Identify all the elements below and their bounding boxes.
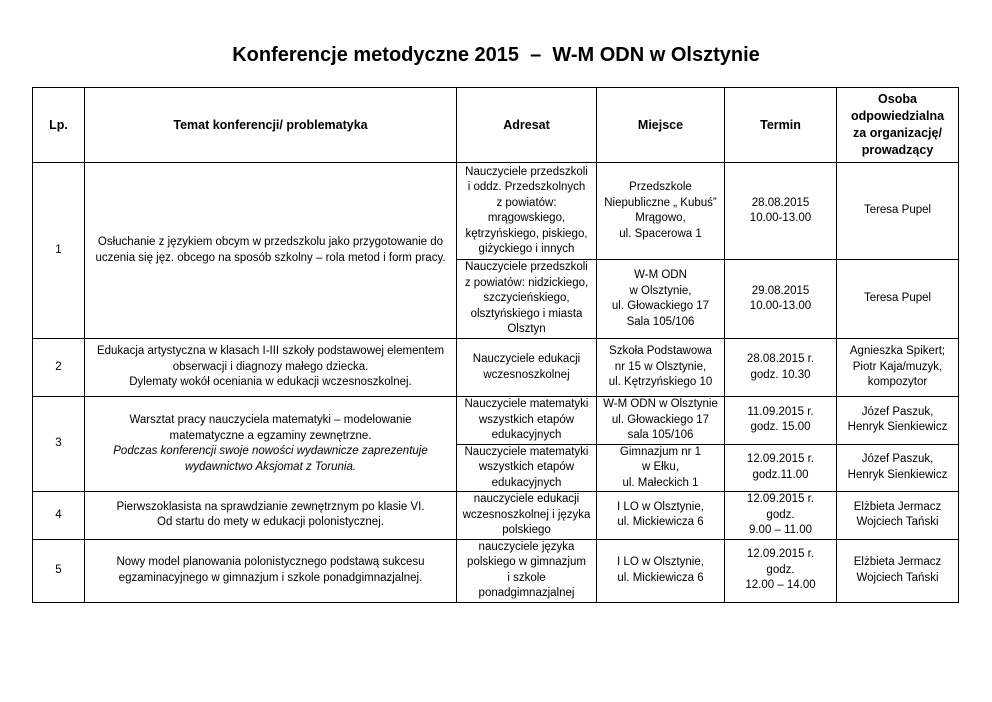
organizer-cell-line: Wojciech Tański xyxy=(856,516,939,529)
date-cell-line: 29.08.2015 xyxy=(751,284,810,297)
header-osoba-line: odpowiedzialna xyxy=(850,109,945,123)
venue-cell-line: ul. Głowackiego 17 xyxy=(611,300,710,312)
audience-cell-line: edukacyjnych xyxy=(491,429,562,441)
topic-cell xyxy=(85,339,457,397)
topic-note-line: Podczas konferencji swoje nowości wydawnicze zaprezentuje xyxy=(113,445,428,457)
header-temat: Temat konferencji/ problematyka xyxy=(85,88,457,163)
date-cell-line: 11.09.2015 r. xyxy=(747,405,814,418)
venue-cell-line: ul. Małeckich 1 xyxy=(622,476,699,489)
audience-cell-line: Nauczyciele przedszkoli xyxy=(465,261,588,274)
organizer-cell-line: Agnieszka Spikert; xyxy=(849,345,946,358)
organizer-cell-line: Teresa Pupel xyxy=(863,292,932,305)
date-cell-line: 12.09.2015 r. xyxy=(746,548,815,561)
organizer-cell xyxy=(837,444,959,492)
organizer-cell-line: Henryk Sienkiewicz xyxy=(847,421,948,434)
audience-cell-line: giżyckiego i innych xyxy=(478,243,575,255)
organizer-cell-line: Józef Paszuk, xyxy=(861,405,934,418)
date-cell xyxy=(725,163,837,260)
organizer-cell-line: Wojciech Tański xyxy=(856,571,939,584)
row-number: 5 xyxy=(33,539,85,602)
date-cell-line: godz. 15.00 xyxy=(750,421,811,434)
audience-cell-line: Nauczyciele matematyki xyxy=(464,445,589,458)
organizer-cell xyxy=(837,339,959,397)
organizer-cell-line: Elżbieta Jermacz xyxy=(853,500,942,513)
date-cell-line: 28.08.2015 r. xyxy=(746,353,815,365)
venue-cell-line: W-M ODN w Olsztynie xyxy=(603,398,718,410)
venue-cell-line: w Ełku, xyxy=(641,461,680,473)
date-cell xyxy=(725,397,837,445)
audience-cell-line: wczesnoszkolnej xyxy=(483,368,570,381)
audience-cell-line: Nauczyciele matematyki xyxy=(464,398,589,410)
organizer-cell-line: Teresa Pupel xyxy=(863,204,932,217)
audience-cell xyxy=(457,260,597,339)
date-cell-line: 12.09.2015 r. xyxy=(746,493,815,505)
venue-cell-line: w Olsztynie, xyxy=(629,284,692,297)
audience-cell-line: kętrzyńskiego, piskiego, xyxy=(465,227,588,240)
audience-cell xyxy=(457,539,597,602)
organizer-cell xyxy=(837,260,959,339)
venue-cell-line: Niepubliczne „ Kubuś” xyxy=(604,196,717,209)
audience-cell-line: olsztyńskiego i miasta xyxy=(470,307,583,320)
header-osoba-line: Osoba xyxy=(878,92,917,106)
audience-cell-line: Olsztyn xyxy=(507,323,546,336)
venue-cell xyxy=(597,339,725,397)
organizer-cell-line: Elżbieta Jermacz xyxy=(853,556,942,568)
audience-cell-line: mrągowskiego, xyxy=(487,212,566,224)
topic-cell xyxy=(85,163,457,339)
venue-cell-line: ul. Kętrzyńskiego 10 xyxy=(608,376,713,389)
venue-cell xyxy=(597,163,725,260)
audience-cell-line: z powiatów: xyxy=(496,196,557,209)
venue-cell xyxy=(597,444,725,492)
date-cell-line: godz. 10.30 xyxy=(750,368,811,381)
organizer-cell xyxy=(837,397,959,445)
audience-cell-line: polskiego w gimnazjum xyxy=(467,556,586,568)
date-cell-line: 12.00 – 14.00 xyxy=(745,579,816,592)
venue-cell-line: ul. Mickiewicza 6 xyxy=(617,571,704,584)
audience-cell-line: Nauczyciele edukacji xyxy=(472,353,581,365)
page-title: Konferencje metodyczne 2015 – W-M ODN w Olsztynie xyxy=(232,44,760,66)
topic-note-line: wydawnictwo Aksjomat z Torunia. xyxy=(184,460,357,473)
header-osoba-line: za organizację/ xyxy=(853,126,942,140)
table-row xyxy=(33,163,959,260)
audience-cell-line: Nauczyciele przedszkoli xyxy=(465,165,588,178)
date-cell-line: godz. xyxy=(766,563,795,576)
date-cell-line: godz.11.00 xyxy=(752,468,809,481)
topic-cell xyxy=(85,492,457,540)
row-number: 4 xyxy=(33,492,85,540)
venue-cell-line: nr 15 w Olsztynie, xyxy=(614,360,707,373)
venue-cell xyxy=(597,492,725,540)
venue-cell-line: I LO w Olsztynie, xyxy=(617,556,704,568)
venue-cell-line: Sala 105/106 xyxy=(626,315,695,328)
venue-cell-line: I LO w Olsztynie, xyxy=(617,500,704,513)
table-row xyxy=(33,539,959,602)
audience-cell-line: szczycieńskiego, xyxy=(483,292,570,305)
audience-cell-line: i oddz. Przedszkolnych xyxy=(467,181,586,193)
topic-cell-line: obserwacji i diagnozy małego dziecka. xyxy=(172,360,369,373)
topic-cell-line: Od startu do mety w edukacji polonistycznej. xyxy=(157,516,384,529)
venue-cell xyxy=(597,539,725,602)
audience-cell-line: wczesnoszkolnej i języka xyxy=(462,508,591,521)
date-cell xyxy=(725,339,837,397)
topic-cell-line: Warsztat pracy nauczyciela matematyki – modelowanie xyxy=(129,414,412,426)
topic-cell-line: Edukacja artystyczna w klasach I-III szkoły podstawowej elementem xyxy=(96,345,445,358)
audience-cell xyxy=(457,444,597,492)
topic-cell-line: Dylematy wokół oceniania w edukacji wczesnoszkolnej. xyxy=(129,376,412,389)
row-number: 1 xyxy=(33,163,85,339)
venue-cell xyxy=(597,397,725,445)
date-cell-line: 12.09.2015 r. xyxy=(746,453,815,466)
audience-cell-line: nauczyciele języka xyxy=(478,540,575,553)
header-miejsce: Miejsce xyxy=(597,88,725,163)
topic-cell xyxy=(85,397,457,492)
header-osoba xyxy=(837,88,959,163)
audience-cell-line: wszystkich etapów xyxy=(478,461,575,473)
audience-cell-line: nauczyciele edukacji xyxy=(473,493,580,505)
audience-cell-line: wszystkich etapów xyxy=(478,413,575,426)
topic-cell-line: egzaminacyjnego w gimnazjum i szkole ponadgimnazjalnej. xyxy=(118,571,423,584)
audience-cell xyxy=(457,397,597,445)
row-number: 2 xyxy=(33,339,85,397)
venue-cell-line: ul. Mickiewicza 6 xyxy=(617,516,704,529)
venue-cell-line: Mrągowo, xyxy=(635,212,686,224)
audience-cell xyxy=(457,492,597,540)
date-cell xyxy=(725,492,837,540)
topic-cell-line: Pierwszoklasista na sprawdzianie zewnętrznym po klasie VI. xyxy=(116,500,425,513)
header-lp: Lp. xyxy=(33,88,85,163)
organizer-cell-line: Henryk Sienkiewicz xyxy=(847,468,948,481)
topic-cell-line: Nowy model planowania polonistycznego podstawą sukcesu xyxy=(116,556,425,568)
topic-cell xyxy=(85,539,457,602)
table-row xyxy=(33,397,959,445)
date-cell xyxy=(725,539,837,602)
venue-cell-line: ul. Spacerowa 1 xyxy=(619,227,702,240)
audience-cell-line: ponadgimnazjalnej xyxy=(478,587,575,599)
organizer-cell xyxy=(837,163,959,260)
venue-cell-line: W-M ODN xyxy=(634,269,687,281)
header-termin: Termin xyxy=(725,88,837,163)
audience-cell-line: i szkole xyxy=(507,571,546,584)
audience-cell xyxy=(457,339,597,397)
header-row xyxy=(33,88,959,163)
header-osoba-line: prowadzący xyxy=(861,143,934,157)
date-cell xyxy=(725,260,837,339)
venue-cell-line: Przedszkole xyxy=(629,181,692,193)
audience-cell-line: z powiatów: nidzickiego, xyxy=(464,276,589,289)
date-cell-line: 10.00-13.00 xyxy=(749,212,812,224)
table-row xyxy=(33,492,959,540)
date-cell-line: 28.08.2015 xyxy=(751,196,810,209)
date-cell-line: 9.00 – 11.00 xyxy=(748,524,813,536)
venue-cell-line: ul. Głowackiego 17 xyxy=(611,413,710,426)
venue-cell-line: Gimnazjum nr 1 xyxy=(619,445,702,458)
table-body xyxy=(33,163,959,603)
row-number: 3 xyxy=(33,397,85,492)
date-cell-line: godz. xyxy=(766,508,795,521)
organizer-cell xyxy=(837,492,959,540)
header-adresat: Adresat xyxy=(457,88,597,163)
organizer-cell xyxy=(837,539,959,602)
organizer-cell-line: Piotr Kaja/muzyk, xyxy=(852,360,943,373)
organizer-cell-line: Józef Paszuk, xyxy=(861,453,934,466)
conference-table xyxy=(32,87,959,603)
topic-cell-line: Osłuchanie z językiem obcym w przedszkolu jako przygotowanie do xyxy=(97,236,444,248)
venue-cell xyxy=(597,260,725,339)
audience-cell-line: edukacyjnych xyxy=(491,476,562,489)
organizer-cell-line: kompozytor xyxy=(867,376,928,389)
venue-cell-line: sala 105/106 xyxy=(627,429,694,441)
venue-cell-line: Szkoła Podstawowa xyxy=(609,345,712,358)
audience-cell-line: polskiego xyxy=(502,524,551,536)
date-cell-line: 10.00-13.00 xyxy=(749,300,812,312)
audience-cell xyxy=(457,163,597,260)
topic-cell-line: matematyczne a egzaminy zewnętrzne. xyxy=(169,429,372,442)
date-cell xyxy=(725,444,837,492)
topic-cell-line: uczenia się jęz. obcego na sposób szkolny – rola metod i form pracy. xyxy=(95,251,446,264)
table-row xyxy=(33,339,959,397)
